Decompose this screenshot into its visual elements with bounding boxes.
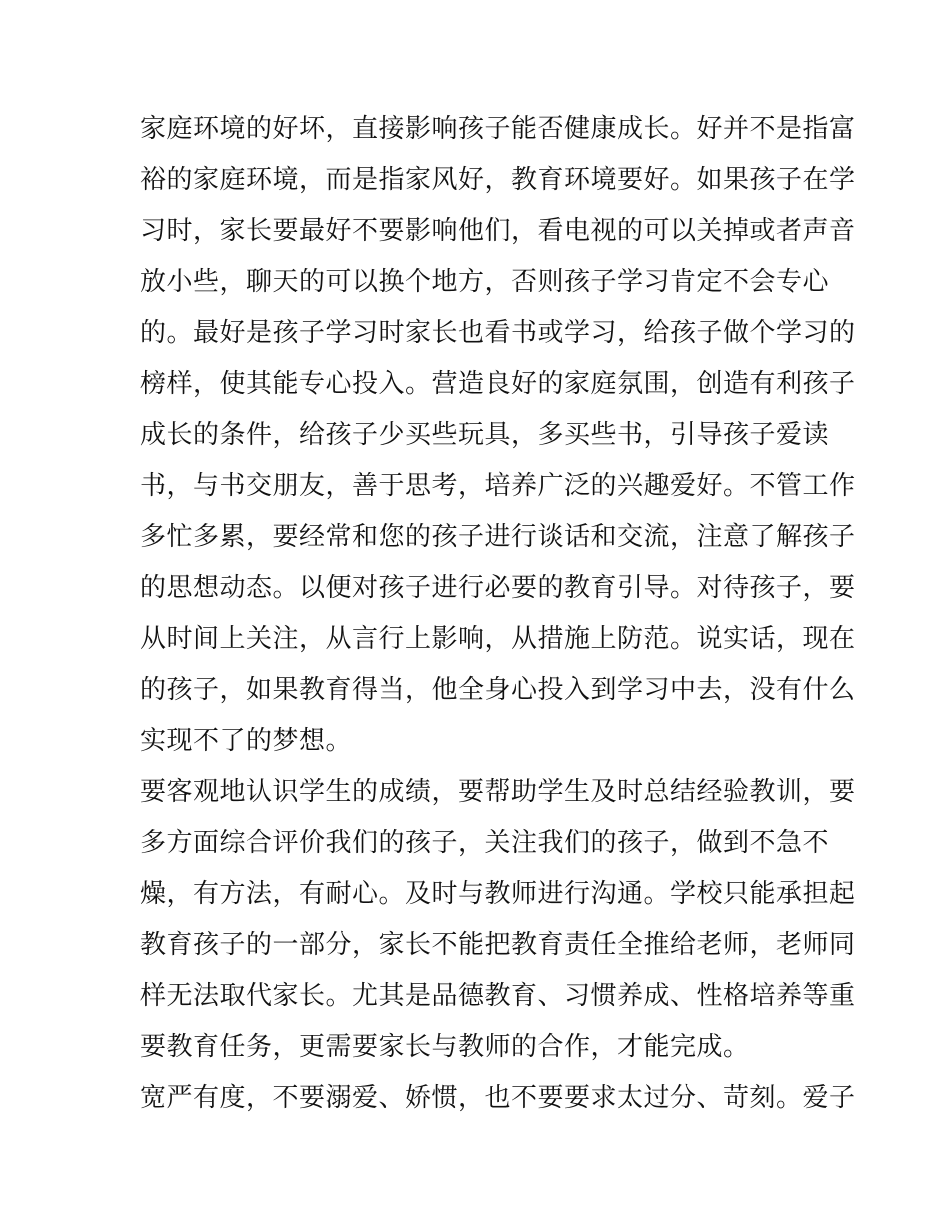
text-line: 成长的条件，给孩子少买些玩具，多买些书，引导孩子爱读 bbox=[140, 420, 830, 450]
text-line: 宽严有度，不要溺爱、娇惯，也不要要求太过分、苛刻。爱子 bbox=[140, 1083, 856, 1113]
text-line: 书，与书交朋友，善于思考，培养广泛的兴趣爱好。不管工作 bbox=[140, 471, 856, 501]
text-line: 多忙多累，要经常和您的孩子进行谈话和交流，注意了解孩子 bbox=[140, 522, 856, 552]
text-line: 实现不了的梦想。 bbox=[140, 726, 353, 756]
text-line: 的思想动态。以便对孩子进行必要的教育引导。对待孩子，要 bbox=[140, 573, 856, 603]
text-line: 家庭环境的好坏，直接影响孩子能否健康成长。好并不是指富 bbox=[140, 114, 856, 144]
text-line: 从时间上关注，从言行上影响，从措施上防范。说实话，现在 bbox=[140, 624, 856, 654]
text-line: 燥，有方法，有耐心。及时与教师进行沟通。学校只能承担起 bbox=[140, 879, 856, 909]
text-line: 多方面综合评价我们的孩子，关注我们的孩子，做到不急不 bbox=[140, 828, 830, 858]
text-line: 的孩子，如果教育得当，他全身心投入到学习中去，没有什么 bbox=[140, 675, 856, 705]
text-line: 放小些，聊天的可以换个地方，否则孩子学习肯定不会专心 bbox=[140, 267, 830, 297]
text-line: 裕的家庭环境，而是指家风好，教育环境要好。如果孩子在学 bbox=[140, 165, 856, 195]
document-body bbox=[140, 104, 856, 1124]
text-line: 样无法取代家长。尤其是品德教育、习惯养成、性格培养等重 bbox=[140, 981, 856, 1011]
text-line: 榜样，使其能专心投入。营造良好的家庭氛围，创造有利孩子 bbox=[140, 369, 856, 399]
text-line: 要教育任务，更需要家长与教师的合作，才能完成。 bbox=[140, 1032, 750, 1062]
text-line: 教育孩子的一部分，家长不能把教育责任全推给老师，老师同 bbox=[140, 930, 856, 960]
text-line: 的。最好是孩子学习时家长也看书或学习，给孩子做个学习的 bbox=[140, 318, 856, 348]
text-line: 习时，家长要最好不要影响他们，看电视的可以关掉或者声音 bbox=[140, 216, 856, 246]
text-line: 要客观地认识学生的成绩，要帮助学生及时总结经验教训，要 bbox=[140, 777, 856, 807]
